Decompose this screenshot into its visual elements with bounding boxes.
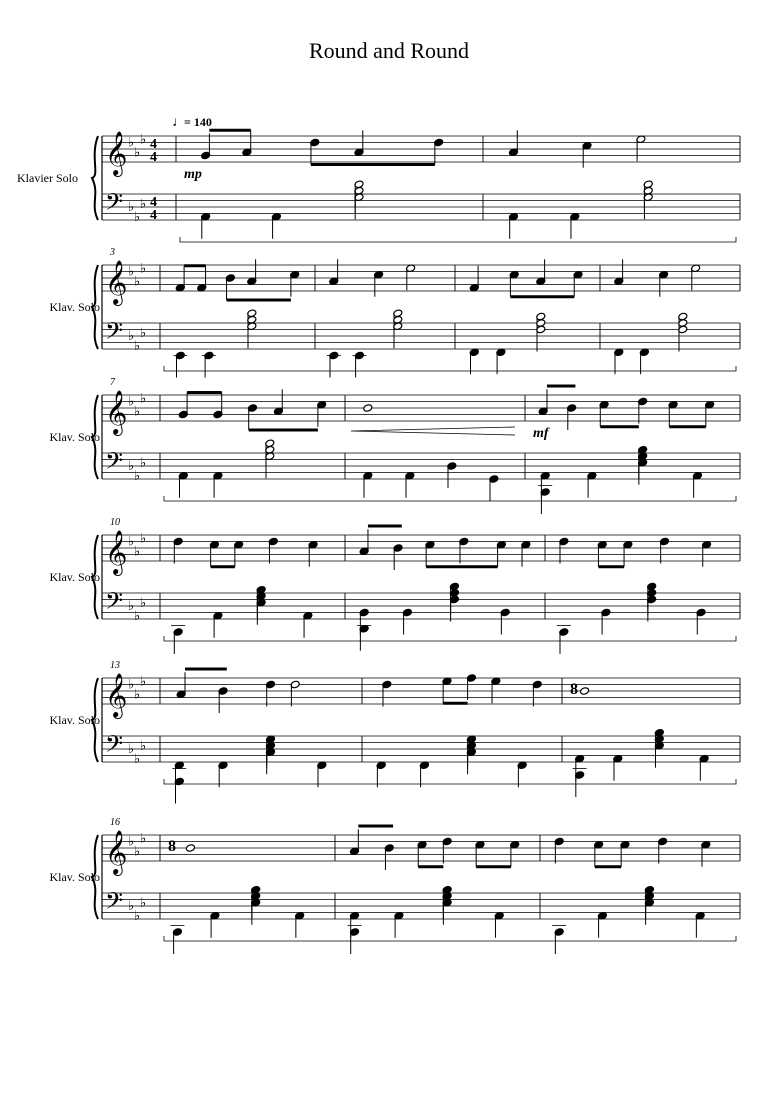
tempo-marking: = 140 [184, 115, 212, 129]
key-flat: ♭ [140, 594, 147, 610]
measure-number: 10 [110, 517, 120, 528]
measure-11 [357, 526, 531, 651]
key-flat: ♭ [140, 131, 147, 147]
pedal-bracket [180, 237, 736, 242]
system-6 [49, 817, 740, 954]
key-flat: ♭ [140, 260, 147, 276]
ottava-mark: 8 [570, 681, 578, 698]
key-flat: ♭ [140, 195, 147, 211]
key-flat: ♭ [128, 676, 135, 692]
treble-clef: 𝄞 [105, 532, 128, 574]
treble-note [580, 687, 590, 696]
dynamic-marking: mp [184, 167, 202, 182]
measure-number: 16 [110, 817, 120, 828]
hairpin [351, 427, 515, 435]
pedal-bracket [164, 636, 736, 641]
bass-clef: 𝄢 [105, 190, 124, 221]
key-flat: ♭ [140, 830, 147, 846]
key-flat: ♭ [128, 199, 135, 214]
key-flat: ♭ [134, 686, 141, 702]
measure-number: 3 [110, 247, 115, 258]
key-flat: ♭ [128, 393, 135, 409]
measure-5 [469, 259, 583, 374]
measure-9 [533, 386, 715, 514]
instrument-label: Klav. Solo [49, 870, 100, 884]
key-flat: ♭ [134, 403, 141, 419]
bass-clef: 𝄢 [105, 589, 124, 620]
ottava-mark: 8 [168, 838, 176, 855]
key-flat: ♭ [140, 737, 147, 753]
system-4 [49, 517, 740, 654]
key-flat: ♭ [134, 907, 141, 923]
treble-clef: 𝄞 [105, 262, 128, 304]
key-flat: ♭ [134, 337, 141, 353]
instrument-label: Klavier Solo [17, 171, 78, 185]
key-flat: ♭ [134, 144, 141, 160]
key-flat: ♭ [134, 273, 141, 289]
key-flat: ♭ [134, 467, 141, 483]
measure-number: 13 [110, 660, 120, 671]
treble-clef: 𝄞 [105, 133, 128, 175]
key-flat: ♭ [128, 263, 135, 279]
key-flat: ♭ [128, 458, 135, 473]
treble-note [185, 844, 195, 853]
measure-6 [614, 259, 701, 374]
system-5 [49, 660, 740, 804]
key-flat: ♭ [140, 454, 147, 470]
system-2 [49, 247, 740, 378]
measure-15 [570, 681, 709, 797]
time-sig-num: 4 [150, 195, 157, 210]
tempo-note: ♩ [172, 115, 186, 130]
time-sig-den: 4 [150, 208, 157, 223]
key-flat: ♭ [140, 894, 147, 910]
measure-17 [348, 826, 520, 954]
pedal-bracket [164, 936, 736, 941]
key-flat: ♭ [128, 898, 135, 913]
instrument-label: Klav. Solo [49, 430, 100, 444]
bass-clef: 𝄢 [105, 449, 124, 480]
time-sig-den: 4 [150, 150, 157, 165]
measure-number: 7 [110, 377, 115, 388]
key-flat: ♭ [134, 607, 141, 623]
key-flat: ♭ [134, 543, 141, 559]
key-flat: ♭ [128, 533, 135, 549]
key-flat: ♭ [140, 390, 147, 406]
measure-7 [178, 389, 326, 498]
instrument-label: Klav. Solo [49, 713, 100, 727]
system-1 [17, 115, 740, 242]
treble-note [363, 404, 373, 413]
bass-clef: 𝄢 [105, 889, 124, 920]
measure-1 [184, 130, 444, 239]
pedal-bracket [164, 496, 736, 501]
key-flat: ♭ [128, 134, 135, 150]
treble-clef: 𝄞 [105, 675, 128, 717]
measure-4 [327, 259, 416, 377]
dynamic-marking: mf [533, 426, 549, 441]
key-flat: ♭ [134, 750, 141, 766]
key-flat: ♭ [128, 741, 135, 756]
key-flat: ♭ [128, 833, 135, 849]
bass-clef: 𝄢 [105, 732, 124, 763]
measure-3 [173, 259, 299, 377]
instrument-label: Klav. Solo [49, 300, 100, 314]
time-sig-num: 4 [150, 137, 157, 152]
measure-16 [168, 838, 305, 954]
treble-clef: 𝄞 [105, 832, 128, 874]
measure-8 [351, 404, 515, 501]
bass-clef: 𝄢 [105, 319, 124, 350]
key-flat: ♭ [134, 208, 141, 224]
key-flat: ♭ [128, 328, 135, 343]
key-flat: ♭ [128, 598, 135, 613]
key-flat: ♭ [140, 673, 147, 689]
instrument-label: Klav. Solo [49, 570, 100, 584]
key-flat: ♭ [134, 843, 141, 859]
brace [92, 136, 98, 220]
system-3 [49, 377, 740, 514]
key-flat: ♭ [140, 530, 147, 546]
key-flat: ♭ [140, 324, 147, 340]
pedal-bracket [164, 779, 736, 784]
treble-clef: 𝄞 [105, 392, 128, 434]
score-title: Round and Round [308, 38, 470, 63]
measure-2 [509, 130, 654, 239]
pedal-bracket [164, 366, 736, 371]
